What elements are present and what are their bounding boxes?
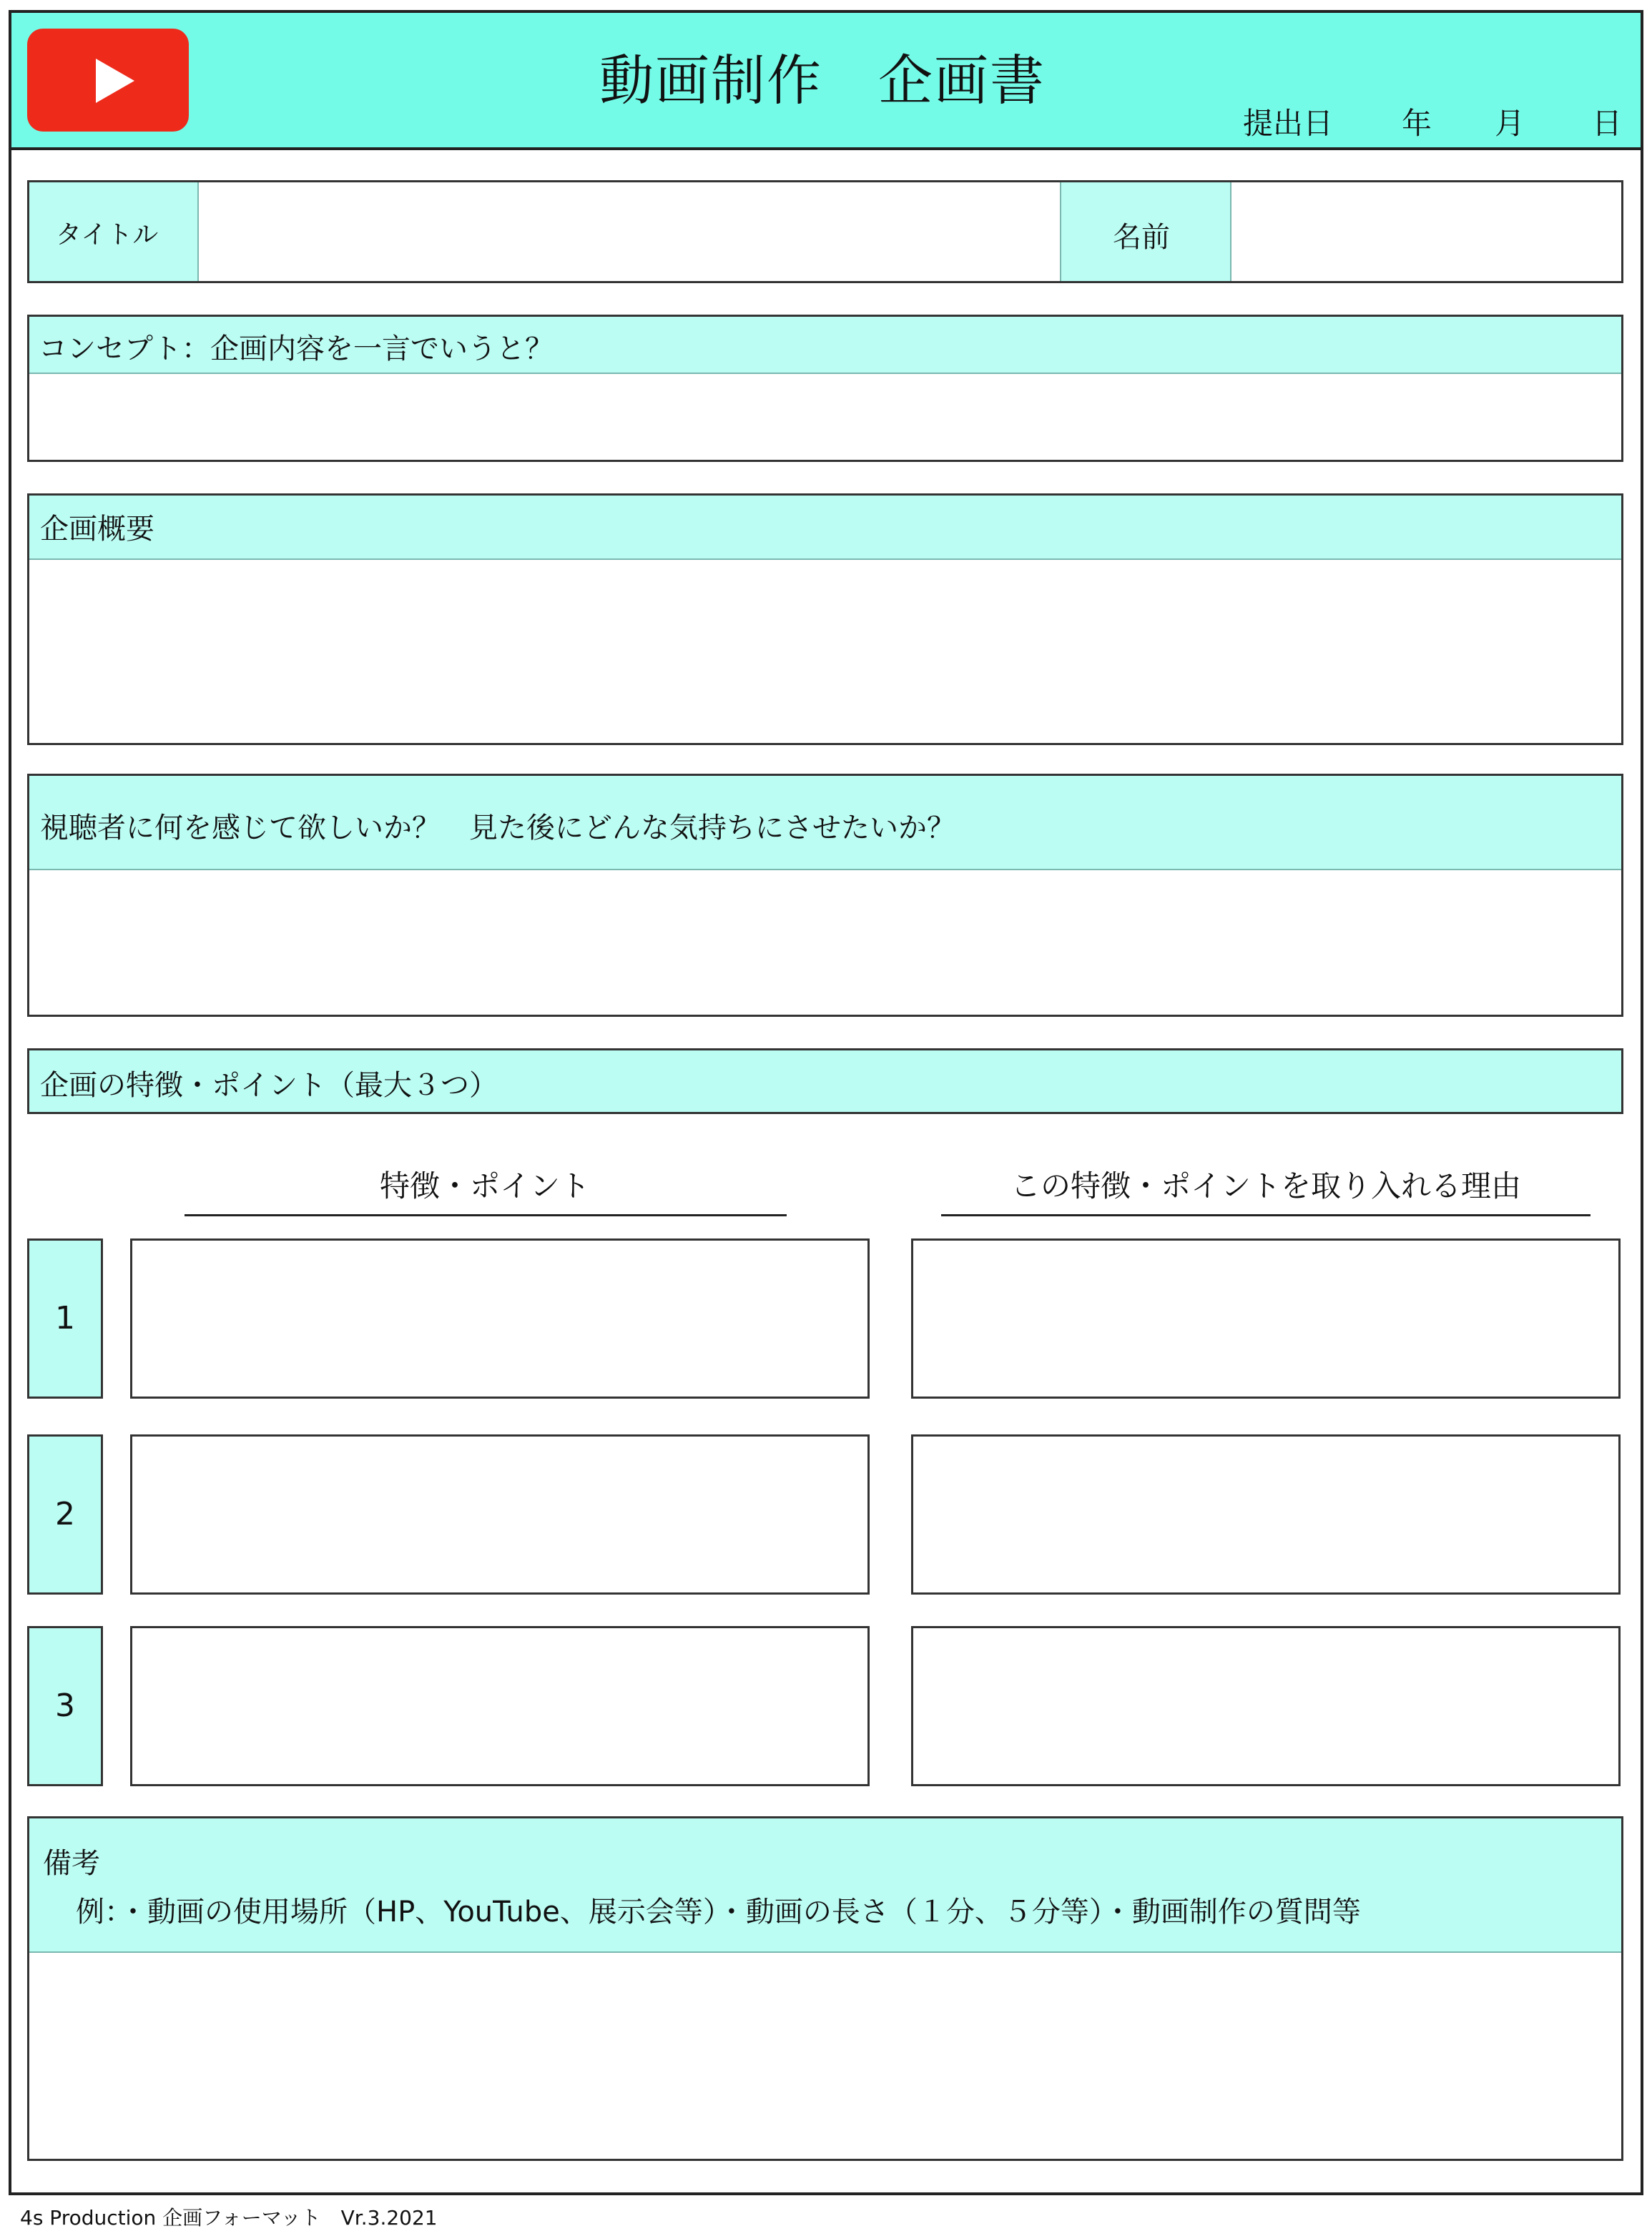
divider (1230, 182, 1231, 281)
concept-label: コンセプト：企画内容を一言でいうと？ (39, 333, 554, 365)
document-title: 動画制作 企画書 (599, 49, 1046, 112)
notes-label: 備考 (43, 1847, 100, 1880)
concept-input[interactable] (31, 376, 1619, 459)
divider (29, 558, 1621, 560)
divider (29, 373, 1621, 374)
divider (29, 869, 1621, 870)
divider (197, 182, 199, 281)
notes-header-cell (29, 1818, 1621, 1951)
features-point-column-header: 特徴・ポイント (379, 1168, 590, 1203)
title-input[interactable] (200, 184, 1058, 279)
feature-number: 1 (55, 1300, 75, 1336)
notes-example: 例：・動画の使用場所（HP、YouTube、展示会等）・動画の長さ（１分、５分等）・動画制作の質問等 (76, 1896, 1361, 1929)
feature-point-input[interactable] (130, 1626, 870, 1786)
divider (29, 1951, 1621, 1953)
viewer-feeling-input[interactable] (31, 872, 1619, 1014)
feature-number: 3 (55, 1688, 75, 1724)
divider (1060, 182, 1061, 281)
notes-input[interactable] (31, 1955, 1619, 2158)
overview-input[interactable] (31, 562, 1619, 742)
submit-date-label: 提出日 (1243, 106, 1334, 141)
features-reason-column-header: この特徴・ポイントを取り入れる理由 (1010, 1168, 1521, 1203)
footer-text: 4s Production 企画フォーマット Vr.3.2021 (20, 2206, 438, 2230)
features-label: 企画の特徴・ポイント（最大３つ） (40, 1069, 498, 1102)
viewer-feeling-label: 視聴者に何を感じて欲しいか？ 見た後にどんな気持ちにさせたいか？ (40, 812, 955, 844)
year-label: 年 (1402, 106, 1432, 141)
play-button-icon (27, 29, 189, 132)
day-label: 日 (1592, 106, 1623, 141)
name-label: 名前 (1113, 221, 1170, 254)
name-input[interactable] (1233, 184, 1619, 279)
feature-reason-input[interactable] (911, 1626, 1621, 1786)
overview-label: 企画概要 (40, 513, 154, 546)
month-label: 月 (1495, 106, 1525, 141)
column-underline (941, 1214, 1590, 1216)
feature-point-input[interactable] (130, 1238, 870, 1399)
overview-header-cell (29, 496, 1621, 558)
column-underline (185, 1214, 787, 1216)
feature-reason-input[interactable] (911, 1238, 1621, 1399)
feature-reason-input[interactable] (911, 1434, 1621, 1595)
feature-point-input[interactable] (130, 1434, 870, 1595)
title-label: タイトル (56, 220, 159, 250)
feature-number: 2 (55, 1496, 75, 1532)
